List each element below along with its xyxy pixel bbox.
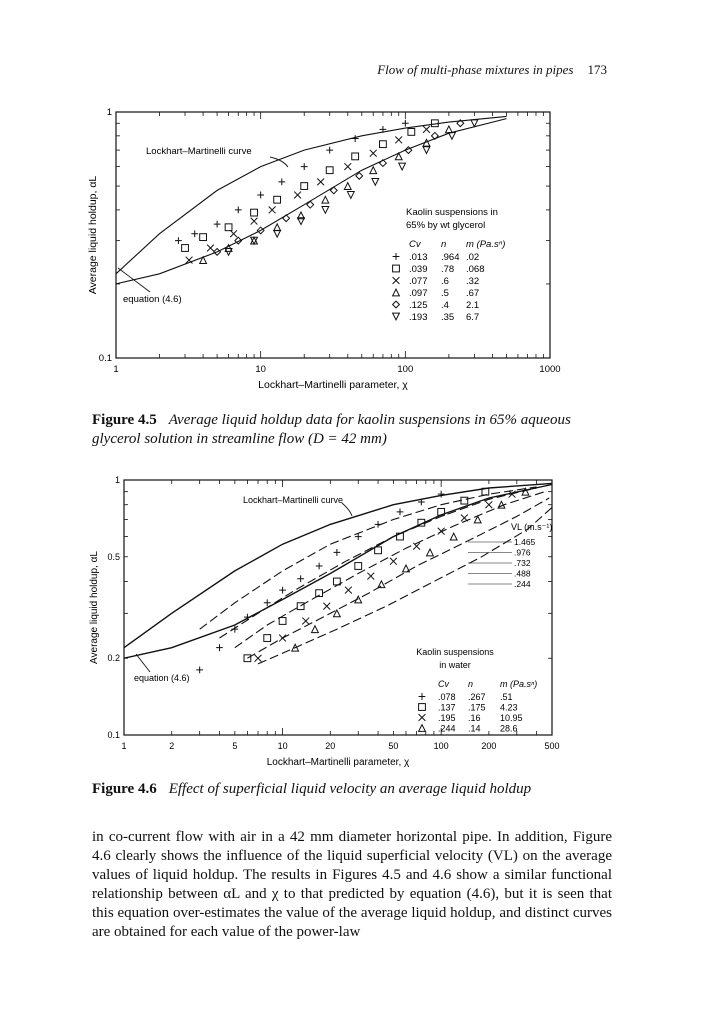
data-point [427, 549, 434, 556]
legend-symbol [393, 277, 400, 284]
legend-n: .5 [441, 288, 449, 299]
x-tick-label: 1 [113, 364, 119, 375]
data-point [399, 163, 406, 170]
legend-header-m: m (Pa.sⁿ) [500, 679, 538, 689]
data-point [251, 218, 258, 225]
legend-symbol [393, 301, 400, 308]
annotation-lockhart-martinelli: Lockhart–Martinelli curve [243, 495, 344, 505]
data-point [279, 635, 286, 642]
page-number: 173 [587, 62, 607, 77]
x-tick-label: 1 [121, 741, 127, 751]
legend-title: in water [439, 660, 471, 670]
data-point [191, 230, 198, 237]
velocity-value: .976 [514, 547, 531, 558]
y-tick-label: 1 [106, 107, 112, 118]
y-tick-label: 0.1 [107, 730, 120, 740]
legend-cv: .078 [438, 692, 456, 702]
data-point [344, 183, 351, 190]
legend-symbol [393, 253, 400, 260]
x-tick-label: 10 [277, 741, 288, 751]
legend-n: .175 [468, 702, 486, 713]
x-tick-label: 100 [433, 741, 449, 751]
figure-4-5-caption-text: Average liquid holdup data for kaolin suspensions in 65% aqueous glycerol solution in streamline flow (D = 42 mm) [92, 412, 571, 447]
x-axis-label: Lockhart–Martinelli parameter, χ [266, 757, 410, 768]
velocity-legend-label: VL (m.s⁻¹) [511, 522, 553, 532]
legend-symbol [419, 714, 426, 721]
annotation-arrow [136, 654, 150, 672]
data-point [449, 132, 456, 139]
data-point [352, 153, 359, 160]
data-point [297, 575, 304, 582]
data-point [485, 501, 492, 508]
data-point [375, 547, 382, 554]
annotation-equation-4-6: equation (4.6) [134, 673, 190, 683]
data-point [301, 163, 308, 170]
data-point [397, 508, 404, 515]
legend-title: 65% by wt glycerol [406, 220, 486, 231]
data-point [294, 192, 301, 199]
y-tick-label: 0.5 [107, 551, 120, 562]
legend-symbol [393, 313, 400, 320]
legend-m: 2.1 [466, 300, 480, 311]
x-axis-label: Lockhart–Martinelli parameter, χ [258, 379, 408, 391]
data-point [367, 573, 374, 580]
legend-title: Kaolin suspensions in [406, 207, 498, 218]
data-point [274, 224, 281, 231]
data-point [450, 533, 457, 540]
data-point [301, 183, 308, 190]
legend-n: .35 [441, 312, 455, 323]
legend-cv: .013 [409, 252, 428, 263]
legend-symbol [419, 704, 426, 711]
data-point [235, 206, 242, 213]
figure-4-5-label: Figure 4.5 [92, 412, 157, 428]
legend-symbol [419, 693, 426, 700]
data-point [244, 655, 251, 662]
legend-m: .32 [466, 276, 480, 287]
data-point [257, 192, 264, 199]
x-tick-label: 200 [481, 741, 497, 751]
data-point [390, 558, 397, 565]
velocity-value: .488 [514, 568, 531, 579]
plot-frame [124, 480, 552, 735]
y-tick-label: 1 [114, 475, 120, 485]
legend-m: 10.95 [500, 713, 523, 723]
data-point [461, 515, 468, 522]
data-point [216, 644, 223, 651]
legend-header-n: n [468, 679, 474, 689]
y-axis-label: Average liquid holdup, αL [89, 551, 100, 664]
data-point [355, 563, 362, 570]
legend-symbol [393, 265, 400, 272]
velocity-value: .732 [514, 558, 531, 568]
data-point [312, 626, 319, 633]
legend-n: .964 [441, 252, 460, 263]
equation-4-6-curve [124, 485, 552, 659]
running-title: Flow of multi-phase mixtures in pipes [377, 62, 574, 77]
legend-n: .14 [468, 723, 481, 734]
data-point [279, 618, 286, 625]
y-tick-label: 0.1 [98, 353, 112, 364]
x-tick-label: 1000 [539, 364, 561, 375]
data-point [269, 206, 276, 213]
legend-m: 28.6 [500, 723, 518, 734]
data-point [182, 245, 189, 252]
data-point [196, 667, 203, 674]
data-point [255, 655, 262, 662]
data-point [207, 245, 214, 252]
annotation-arrow [118, 268, 150, 292]
x-tick-label: 50 [388, 741, 399, 751]
x-tick-label: 5 [232, 741, 238, 751]
legend-cv: .039 [409, 264, 428, 275]
data-point [403, 565, 410, 572]
data-point [251, 209, 258, 216]
data-point [380, 141, 387, 148]
figure-4-6-caption-text: Effect of superficial liquid velocity an average liquid holdup [168, 781, 532, 797]
legend-n: .4 [441, 300, 449, 311]
body-paragraph: in co-current flow with air in a 42 mm diameter horizontal pipe. In addition, Figure 4.6 clearly shows the influence of the liquid superficial velocity (VL) on the average values of liquid holdup. The results in Figures 4.5 and 4.6 show a similar functional relationship between αL and χ to that predicted by equation (4.6), but it is seen that this equation over-estimates the value of the average liquid holdup, and distinct curves are obtained for each value of the power-law [92, 829, 612, 940]
legend-header-cv: Cv [438, 679, 449, 689]
legend-cv: .077 [409, 276, 428, 287]
data-point [322, 206, 329, 213]
data-point [278, 178, 285, 185]
data-point [347, 192, 354, 199]
data-point [323, 603, 330, 610]
data-point [375, 521, 382, 528]
data-point [352, 135, 359, 142]
data-point [274, 230, 281, 237]
x-tick-label: 500 [544, 741, 560, 751]
annotation-arrow [342, 503, 352, 516]
legend-n: .78 [441, 264, 455, 275]
lockhart-martinelli-curve [116, 116, 507, 273]
data-point [274, 196, 281, 203]
data-point [317, 178, 324, 185]
data-point [200, 234, 207, 241]
figure-4-6-caption [92, 780, 612, 799]
figure-4-6-label: Figure 4.6 [92, 781, 157, 797]
legend-m: .67 [466, 288, 480, 299]
legend-n: .267 [468, 692, 486, 702]
x-tick-label: 100 [397, 364, 414, 375]
velocity-value: .244 [514, 579, 531, 589]
legend-cv: .097 [409, 288, 428, 299]
legend-m: 4.23 [500, 702, 518, 713]
legend-title: Kaolin suspensions [416, 647, 494, 657]
velocity-dashed-line [247, 498, 549, 658]
legend-cv: .244 [438, 723, 456, 734]
legend-n: .16 [468, 713, 481, 723]
data-point [408, 129, 415, 136]
legend-cv: .193 [409, 312, 428, 323]
data-point [214, 221, 221, 228]
data-point [316, 563, 323, 570]
x-tick-label: 10 [255, 364, 266, 375]
data-point [344, 163, 351, 170]
data-point [326, 167, 333, 174]
legend-m: 6.7 [466, 312, 480, 323]
data-point [423, 147, 430, 154]
data-point [279, 587, 286, 594]
y-tick-label: 0.2 [107, 653, 120, 664]
data-point [445, 126, 452, 133]
data-point [372, 178, 379, 185]
legend-symbol [419, 725, 426, 732]
legend-symbol [393, 289, 400, 296]
legend-m: .068 [466, 264, 485, 275]
y-axis-label: Average liquid holdup, αL [87, 175, 99, 295]
data-point [302, 618, 309, 625]
legend-cv: .125 [409, 300, 428, 311]
legend-header-cv: Cv [409, 239, 421, 250]
figure-4-5-caption [92, 411, 612, 449]
x-tick-label: 20 [325, 741, 336, 751]
data-point [345, 587, 352, 594]
legend-cv: .195 [438, 713, 456, 723]
legend-cv: .137 [438, 702, 456, 713]
data-point [230, 230, 237, 237]
data-point [264, 635, 271, 642]
legend-n: .6 [441, 276, 449, 287]
legend-header-n: n [441, 239, 447, 250]
annotation-equation-4-6: equation (4.6) [123, 294, 182, 305]
data-point [264, 599, 271, 606]
data-point [402, 120, 409, 127]
legend-header-m: m (Pa.sⁿ) [466, 239, 506, 250]
data-point [333, 549, 340, 556]
data-point [370, 167, 377, 174]
data-point [370, 150, 377, 157]
legend-m: .02 [466, 252, 480, 263]
data-point [395, 137, 402, 144]
data-point [326, 147, 333, 154]
velocity-value: 1.465 [514, 537, 536, 547]
data-point [378, 581, 385, 588]
data-point [423, 126, 430, 133]
data-point [322, 196, 329, 203]
annotation-lockhart-martinelli: Lockhart–Martinelli curve [146, 146, 252, 157]
data-point [175, 237, 182, 244]
data-point [225, 224, 232, 231]
legend-m: .51 [500, 692, 513, 702]
x-tick-label: 2 [169, 741, 175, 751]
